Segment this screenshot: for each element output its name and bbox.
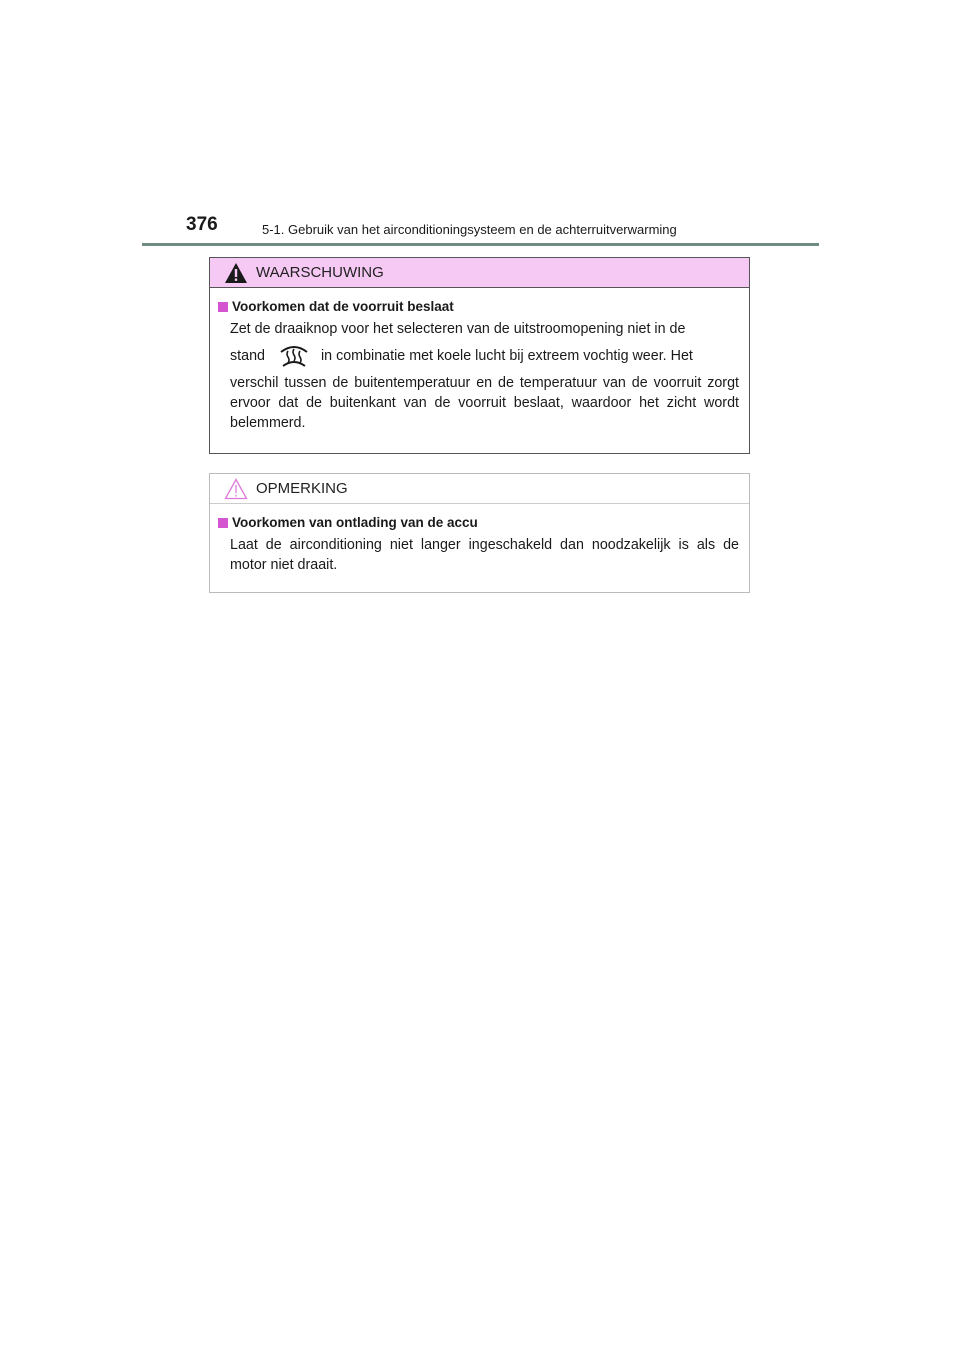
page-number: 376 bbox=[186, 214, 218, 235]
warning-text-after-icon: in combinatie met koele lucht bij extreem vochtig weer. Het bbox=[320, 348, 693, 364]
notice-paragraph: Laat de airconditioning niet langer ingeschakeld dan noodzakelijk is als de motor niet draait. bbox=[230, 537, 739, 573]
notice-item-title: Voorkomen van ontlading van de accu bbox=[232, 515, 478, 530]
warning-paragraph bbox=[230, 319, 739, 433]
warning-text-before-icon: stand bbox=[230, 348, 265, 364]
warning-item-heading bbox=[218, 299, 739, 314]
square-bullet-icon bbox=[218, 518, 228, 528]
warning-text-line1: Zet de draaiknop voor het selecteren van de uitstroomopening niet in de bbox=[230, 321, 686, 337]
notice-box bbox=[209, 473, 750, 593]
warning-box bbox=[209, 257, 750, 454]
windshield-defrost-icon bbox=[279, 344, 309, 368]
warning-text-rest: verschil tussen de buitentemperatuur en de temperatuur van de voorruit zorgt ervoor dat de buitenkant van de voorruit beslaat, waardoor het zicht wordt belemmerd. bbox=[230, 375, 739, 431]
warning-label: WAARSCHUWING bbox=[256, 264, 384, 281]
header-divider bbox=[142, 243, 819, 246]
warning-triangle-icon bbox=[224, 262, 248, 284]
notice-item-heading bbox=[218, 515, 739, 530]
caution-triangle-outline-icon bbox=[224, 478, 248, 500]
section-title: 5-1. Gebruik van het airconditioningsysteem en de achterruitverwarming bbox=[262, 222, 677, 237]
warning-item-title: Voorkomen dat de voorruit beslaat bbox=[232, 299, 454, 314]
warning-header bbox=[210, 258, 749, 288]
notice-header bbox=[210, 474, 749, 504]
notice-label: OPMERKING bbox=[256, 480, 348, 497]
square-bullet-icon bbox=[218, 302, 228, 312]
